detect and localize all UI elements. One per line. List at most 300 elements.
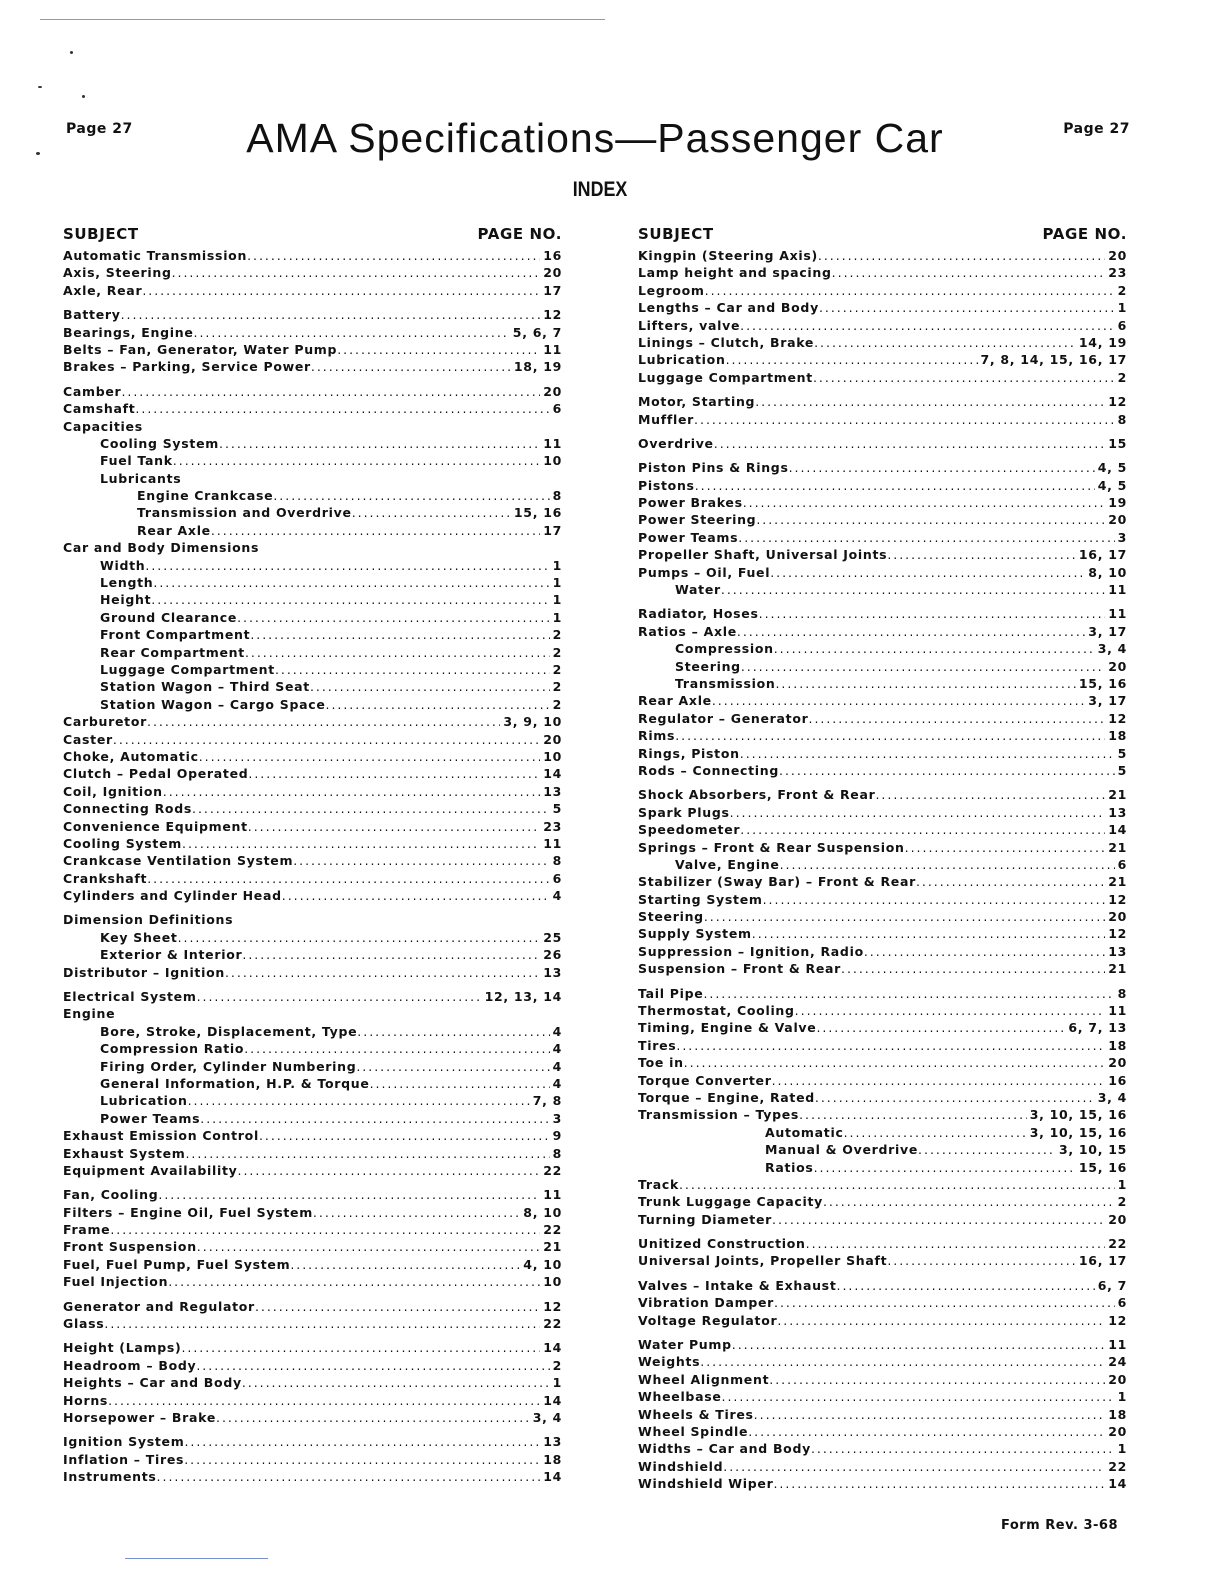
index-entry — [638, 334, 1127, 351]
index-entry — [638, 1072, 1127, 1089]
index-entry-page: 4, 5 — [1097, 477, 1127, 493]
index-entry — [638, 247, 1127, 264]
index-entry-subject: Steering — [675, 658, 741, 674]
index-entry-page: 6, 7, 13 — [1068, 1020, 1127, 1036]
index-entry-page: 15, 16 — [1078, 1159, 1127, 1175]
index-entry — [63, 644, 562, 661]
index-entry-subject: Tail Pipe — [638, 985, 704, 1001]
index-entry — [63, 1339, 562, 1356]
index-entry-subject: Horsepower – Brake — [63, 1410, 216, 1425]
dot-leader — [247, 247, 540, 264]
dot-leader — [754, 1406, 1106, 1423]
index-entry — [63, 696, 562, 713]
scan-speck — [38, 86, 42, 88]
index-entry-page: 11 — [543, 341, 562, 357]
index-entry-subject: Convenience Equipment — [63, 818, 248, 834]
index-entry-subject: Exhaust System — [63, 1145, 186, 1161]
index-entry-page: 14 — [543, 766, 562, 782]
index-entry-page: 4 — [552, 888, 562, 904]
dot-leader — [172, 264, 541, 281]
index-entry-page: 25 — [543, 929, 562, 945]
index-entry-subject: Lifters, valve — [638, 317, 741, 333]
dot-leader — [887, 1252, 1076, 1269]
index-entry — [63, 1256, 562, 1273]
index-column-left — [63, 221, 562, 1486]
index-entry — [63, 1221, 562, 1238]
index-entry-subject: Fuel Injection — [63, 1274, 169, 1290]
index-entry — [63, 1127, 562, 1144]
dot-leader — [726, 351, 978, 368]
dot-leader — [242, 946, 540, 963]
dot-leader — [250, 626, 549, 643]
index-entry-page: 8, 10 — [1088, 564, 1127, 580]
index-entry-page: 18 — [1108, 1406, 1127, 1422]
index-entry-page: 3, 4 — [1097, 641, 1127, 657]
index-entry-subject: Lubrication — [638, 352, 726, 368]
index-entry-subject: Lamp height and spacing — [638, 265, 832, 281]
index-entry — [638, 640, 1127, 657]
index-entry-page: 1 — [552, 1375, 562, 1391]
index-entry — [63, 487, 562, 504]
index-entry — [638, 1353, 1127, 1370]
column-header — [638, 221, 1127, 247]
index-entry-subject: Distributor – Ignition — [63, 964, 225, 980]
index-entry-subject: Suspension – Front & Rear — [638, 961, 842, 977]
dot-leader — [219, 435, 540, 452]
index-entry-subject: Power Teams — [100, 1110, 201, 1126]
index-entry-subject: Spark Plugs — [638, 804, 730, 820]
index-entry-page: 2 — [552, 1357, 562, 1373]
subject-header: SUBJECT — [638, 225, 714, 243]
index-entry-subject: Axle, Rear — [63, 282, 143, 298]
index-heading: INDEX — [572, 178, 628, 201]
index-entry-page: 18 — [1108, 1037, 1127, 1053]
index-entry-subject: Length — [100, 575, 154, 591]
index-entry-subject: Shock Absorbers, Front & Rear — [638, 787, 876, 803]
index-entry-page: 21 — [1108, 961, 1127, 977]
dot-leader — [121, 306, 541, 323]
dot-leader — [197, 988, 482, 1005]
index-entry — [63, 358, 562, 375]
index-entry-subject: Valve, Engine — [675, 856, 780, 872]
index-entry-subject: Station Wagon – Cargo Space — [100, 696, 326, 712]
index-entry-subject: Electrical System — [63, 989, 197, 1005]
index-entry — [63, 765, 562, 782]
index-entry — [63, 522, 562, 539]
index-entry-page: 14 — [1108, 1476, 1127, 1492]
index-entry — [638, 564, 1127, 581]
index-entry-page: 8, 10 — [523, 1204, 562, 1220]
index-entry-page: 11 — [1108, 582, 1127, 598]
index-column-right — [638, 221, 1127, 1493]
index-entry-subject: Transmission – Types — [638, 1107, 800, 1123]
index-entry-page: 21 — [1108, 874, 1127, 890]
index-entry-page: 16, 17 — [1078, 1253, 1127, 1269]
dot-leader — [352, 504, 511, 521]
dot-leader — [841, 960, 1105, 977]
form-revision: Form Rev. 3-68 — [1000, 1518, 1118, 1533]
index-entry-subject: Automatic — [765, 1124, 844, 1140]
dot-leader — [814, 334, 1076, 351]
index-list-right — [638, 247, 1127, 1493]
index-entry — [638, 1211, 1127, 1228]
dot-leader — [216, 1409, 530, 1426]
dot-leader — [755, 393, 1105, 410]
index-entry — [63, 713, 562, 730]
index-list-left — [63, 247, 562, 1486]
dot-leader — [290, 1256, 520, 1273]
index-entry — [63, 1145, 562, 1162]
dot-leader — [275, 661, 550, 678]
index-entry — [638, 1388, 1127, 1405]
dot-leader — [770, 564, 1085, 581]
dot-leader — [730, 804, 1106, 821]
dot-leader — [777, 1312, 1105, 1329]
index-entry — [63, 1392, 562, 1409]
scan-speck — [82, 95, 85, 98]
index-entry-page: 22 — [1108, 1236, 1127, 1252]
dot-leader — [158, 1186, 540, 1203]
dot-leader — [282, 887, 550, 904]
dot-leader — [188, 1092, 530, 1109]
index-entry-subject: Turning Diameter — [638, 1211, 773, 1227]
index-entry-subject: Transmission — [675, 675, 776, 691]
index-entry — [63, 661, 562, 678]
dot-leader — [773, 1475, 1105, 1492]
index-entry-subject: Bearings, Engine — [63, 324, 194, 340]
index-entry-subject: Ground Clearance — [100, 609, 238, 625]
dot-leader — [311, 358, 511, 375]
dot-leader — [163, 783, 540, 800]
index-entry-page: 11 — [1108, 1337, 1127, 1353]
dot-leader — [238, 1162, 541, 1179]
dot-leader — [200, 1110, 549, 1127]
index-entry — [63, 324, 562, 341]
dot-leader — [273, 487, 549, 504]
index-entry-subject: Cooling System — [63, 835, 182, 851]
index-entry-subject: Carburetor — [63, 714, 147, 730]
dot-leader — [740, 317, 1114, 334]
index-entry-subject: Firing Order, Cylinder Numbering — [100, 1058, 357, 1074]
index-entry — [63, 1374, 562, 1391]
index-entry-page: 3, 4 — [1097, 1089, 1127, 1105]
index-entry-page: 22 — [543, 1316, 562, 1332]
index-entry — [638, 675, 1127, 692]
dot-leader — [844, 1124, 1027, 1141]
index-entry-subject: Timing, Engine & Valve — [638, 1020, 817, 1036]
index-entry — [63, 452, 562, 469]
dot-leader — [700, 1353, 1105, 1370]
dot-leader — [244, 1040, 549, 1057]
dot-leader — [293, 852, 549, 869]
index-entry — [638, 1106, 1127, 1123]
index-entry-page: 20 — [1108, 1055, 1127, 1071]
index-entry-page: 12 — [543, 307, 562, 323]
page-no-header: PAGE NO. — [1042, 225, 1127, 243]
index-entry-subject: Tires — [638, 1037, 677, 1053]
index-entry — [63, 1040, 562, 1057]
index-entry — [63, 1058, 562, 1075]
page-number-right: Page 27 — [1063, 121, 1130, 137]
index-entry — [638, 943, 1127, 960]
index-entry — [63, 1186, 562, 1203]
index-entry-subject: Rear Axle — [638, 693, 712, 709]
index-entry — [63, 1110, 562, 1127]
dot-leader — [135, 400, 549, 417]
index-entry-subject: Stabilizer (Sway Bar) – Front & Rear — [638, 874, 916, 890]
dot-leader — [752, 925, 1105, 942]
dot-leader — [242, 1374, 550, 1391]
dot-leader — [705, 282, 1115, 299]
dot-leader — [772, 1072, 1106, 1089]
index-entry-page: 1 — [1117, 1441, 1127, 1457]
index-entry — [638, 960, 1127, 977]
dot-leader — [712, 692, 1085, 709]
index-entry-subject: Luggage Compartment — [100, 661, 275, 677]
index-entry — [638, 804, 1127, 821]
index-entry-subject: Wheel Spindle — [638, 1424, 749, 1439]
scan-speck — [36, 152, 40, 155]
index-entry-page: 5 — [1117, 745, 1127, 761]
index-entry — [63, 591, 562, 608]
index-entry-page: 19 — [1108, 495, 1127, 511]
index-entry — [63, 574, 562, 591]
index-entry-subject: Linings – Clutch, Brake — [638, 334, 815, 350]
index-entry-subject: Supply System — [638, 926, 752, 942]
index-entry-subject: Legroom — [638, 282, 705, 298]
index-entry — [638, 692, 1127, 709]
index-entry-page: 10 — [543, 748, 562, 764]
dot-leader — [748, 1423, 1105, 1440]
index-entry-page: 22 — [543, 1162, 562, 1178]
index-entry-page: 4 — [552, 1058, 562, 1074]
index-entry — [63, 1238, 562, 1255]
index-entry-page: 10 — [543, 453, 562, 469]
dot-leader — [147, 870, 549, 887]
index-entry — [638, 529, 1127, 546]
index-entry-subject: Thermostat, Cooling — [638, 1003, 795, 1019]
index-entry-page: 3, 4 — [532, 1410, 562, 1425]
dot-leader — [864, 943, 1105, 960]
index-entry-subject: Wheelbase — [638, 1389, 722, 1405]
index-entry — [638, 1235, 1127, 1252]
dot-leader — [151, 591, 549, 608]
dot-leader — [196, 1357, 549, 1374]
index-entry — [638, 1002, 1127, 1019]
index-entry-page: 11 — [543, 835, 562, 851]
index-entry-page: 6 — [552, 870, 562, 886]
index-entry-subject: Cylinders and Cylinder Head — [63, 888, 282, 904]
index-entry — [638, 1193, 1127, 1210]
dot-leader — [192, 800, 550, 817]
index-entry-subject: Key Sheet — [100, 929, 178, 945]
dot-leader — [723, 1458, 1105, 1475]
index-entry — [638, 1406, 1127, 1423]
dot-leader — [704, 908, 1105, 925]
dot-leader — [774, 1294, 1115, 1311]
top-rule — [40, 19, 605, 20]
page-number-left: Page 27 — [66, 121, 133, 137]
index-entry-page: 24 — [1108, 1354, 1127, 1370]
index-entry-page: 21 — [1108, 839, 1127, 855]
dot-leader — [370, 1075, 550, 1092]
index-entry-page: 20 — [1108, 1211, 1127, 1227]
index-entry — [638, 1089, 1127, 1106]
index-entry-subject: Fuel Tank — [100, 453, 173, 469]
index-entry — [63, 929, 562, 946]
index-entry-page: 1 — [1117, 1176, 1127, 1192]
index-entry-page: 3 — [552, 1110, 562, 1126]
index-entry-subject: Caster — [63, 731, 113, 747]
index-entry-page: 6, 7 — [1097, 1277, 1127, 1293]
index-entry-subject: Speedometer — [638, 822, 741, 838]
index-entry — [63, 1005, 562, 1022]
index-entry-page: 9 — [552, 1128, 562, 1144]
scan-speck — [70, 51, 73, 54]
dot-leader — [732, 1336, 1105, 1353]
index-entry — [638, 605, 1127, 622]
index-entry — [638, 1159, 1127, 1176]
dot-leader — [756, 511, 1105, 528]
index-entry-subject: Water Pump — [638, 1337, 732, 1353]
index-entry-page: 20 — [543, 383, 562, 399]
dot-leader — [225, 964, 540, 981]
dot-leader — [356, 1058, 549, 1075]
index-entry-page: 12 — [543, 1298, 562, 1314]
index-entry — [638, 1371, 1127, 1388]
index-entry — [63, 1075, 562, 1092]
index-entry-subject: Wheels & Tires — [638, 1406, 754, 1422]
dot-leader — [703, 985, 1114, 1002]
index-entry-subject: Rear Compartment — [100, 644, 245, 660]
dot-leader — [185, 1145, 549, 1162]
index-entry-subject: Engine — [63, 1006, 116, 1022]
index-entry — [63, 1357, 562, 1374]
dot-leader — [259, 1127, 550, 1144]
index-entry-page: 13 — [1108, 943, 1127, 959]
dot-leader — [714, 435, 1105, 452]
index-entry-subject: Choke, Automatic — [63, 748, 199, 764]
index-entry-subject: Lubrication — [100, 1093, 188, 1109]
index-entry — [63, 1023, 562, 1040]
index-entry-subject: Vibration Damper — [638, 1295, 775, 1311]
index-entry-page: 2 — [552, 627, 562, 643]
index-entry-subject: Frame — [63, 1222, 111, 1238]
index-entry-subject: Automatic Transmission — [63, 248, 248, 263]
index-entry-page: 13 — [543, 1434, 562, 1450]
dot-leader — [775, 675, 1075, 692]
index-entry — [63, 946, 562, 963]
dot-leader — [157, 1468, 541, 1485]
index-entry-subject: Heights – Car and Body — [63, 1375, 242, 1391]
index-entry-subject: Pistons — [638, 477, 695, 493]
index-entry-subject: Radiator, Hoses — [638, 606, 759, 622]
index-entry-subject: Dimension Definitions — [63, 912, 234, 928]
index-entry-subject: Capacities — [63, 418, 143, 434]
index-entry — [63, 306, 562, 323]
index-entry — [63, 470, 562, 487]
index-entry-page: 7, 8 — [532, 1093, 562, 1109]
index-entry-subject: Windshield Wiper — [638, 1476, 774, 1492]
subject-header: SUBJECT — [63, 225, 139, 243]
index-entry — [63, 418, 562, 435]
index-entry-subject: Ignition System — [63, 1434, 185, 1450]
index-entry-page: 13 — [543, 964, 562, 980]
index-entry-page: 7, 8, 14, 15, 16, 17 — [980, 352, 1127, 368]
index-entry — [638, 581, 1127, 598]
index-entry — [638, 317, 1127, 334]
index-entry-subject: Ratios – Axle — [638, 623, 737, 639]
index-entry-subject: Luggage Compartment — [638, 369, 813, 385]
index-entry-subject: Exterior & Interior — [100, 947, 243, 963]
index-entry-subject: Universal Joints, Propeller Shaft — [638, 1253, 888, 1269]
dot-leader — [245, 644, 550, 661]
index-entry-page: 3 — [1117, 529, 1127, 545]
index-entry-page: 4 — [552, 1041, 562, 1057]
index-entry-subject: Trunk Luggage Capacity — [638, 1194, 823, 1210]
dot-leader — [182, 835, 540, 852]
index-entry-subject: Compression — [675, 641, 774, 657]
index-entry — [63, 383, 562, 400]
index-entry-subject: Station Wagon – Third Seat — [100, 679, 310, 695]
index-entry — [63, 1273, 562, 1290]
index-entry — [63, 870, 562, 887]
index-entry — [638, 839, 1127, 856]
index-entry-page: 16 — [1108, 1072, 1127, 1088]
index-entry-page: 12 — [1108, 1312, 1127, 1328]
index-entry-subject: Generator and Regulator — [63, 1298, 255, 1314]
page-title: AMA Specifications—Passenger Car — [246, 115, 944, 162]
dot-leader — [774, 640, 1095, 657]
index-entry-page: 2 — [552, 644, 562, 660]
index-entry — [63, 1451, 562, 1468]
index-entry — [638, 727, 1127, 744]
dot-leader — [769, 1371, 1105, 1388]
index-entry-page: 14 — [543, 1340, 562, 1356]
index-entry-subject: Crankcase Ventilation System — [63, 853, 294, 869]
index-entry-subject: Fan, Cooling — [63, 1187, 159, 1203]
index-entry — [63, 818, 562, 835]
index-entry-page: 17 — [543, 522, 562, 538]
index-entry-page: 17 — [543, 282, 562, 298]
dot-leader — [104, 1315, 540, 1332]
dot-leader — [255, 1298, 540, 1315]
index-entry-subject: Glass — [63, 1316, 105, 1332]
index-entry-page: 22 — [543, 1222, 562, 1238]
index-entry — [638, 623, 1127, 640]
dot-leader — [108, 1392, 540, 1409]
index-entry-page: 11 — [1108, 606, 1127, 622]
index-entry — [63, 964, 562, 981]
index-entry — [638, 264, 1127, 281]
index-entry-page: 3, 10, 15, 16 — [1029, 1124, 1127, 1140]
index-entry-subject: Wheel Alignment — [638, 1371, 770, 1387]
index-entry-subject: Voltage Regulator — [638, 1312, 778, 1328]
index-entry-subject: Manual & Overdrive — [765, 1142, 919, 1158]
index-entry-page: 3, 10, 15, 16 — [1029, 1107, 1127, 1123]
index-entry — [638, 1277, 1127, 1294]
index-entry-subject: Torque Converter — [638, 1072, 772, 1088]
index-entry-page: 20 — [1108, 248, 1127, 263]
index-entry-page: 18, 19 — [513, 359, 562, 375]
dot-leader — [684, 1054, 1106, 1071]
dot-leader — [695, 477, 1095, 494]
index-entry-page: 11 — [543, 435, 562, 451]
column-header — [63, 221, 562, 247]
index-entry — [638, 1019, 1127, 1036]
index-entry-page: 2 — [552, 679, 562, 695]
dot-leader — [740, 821, 1105, 838]
